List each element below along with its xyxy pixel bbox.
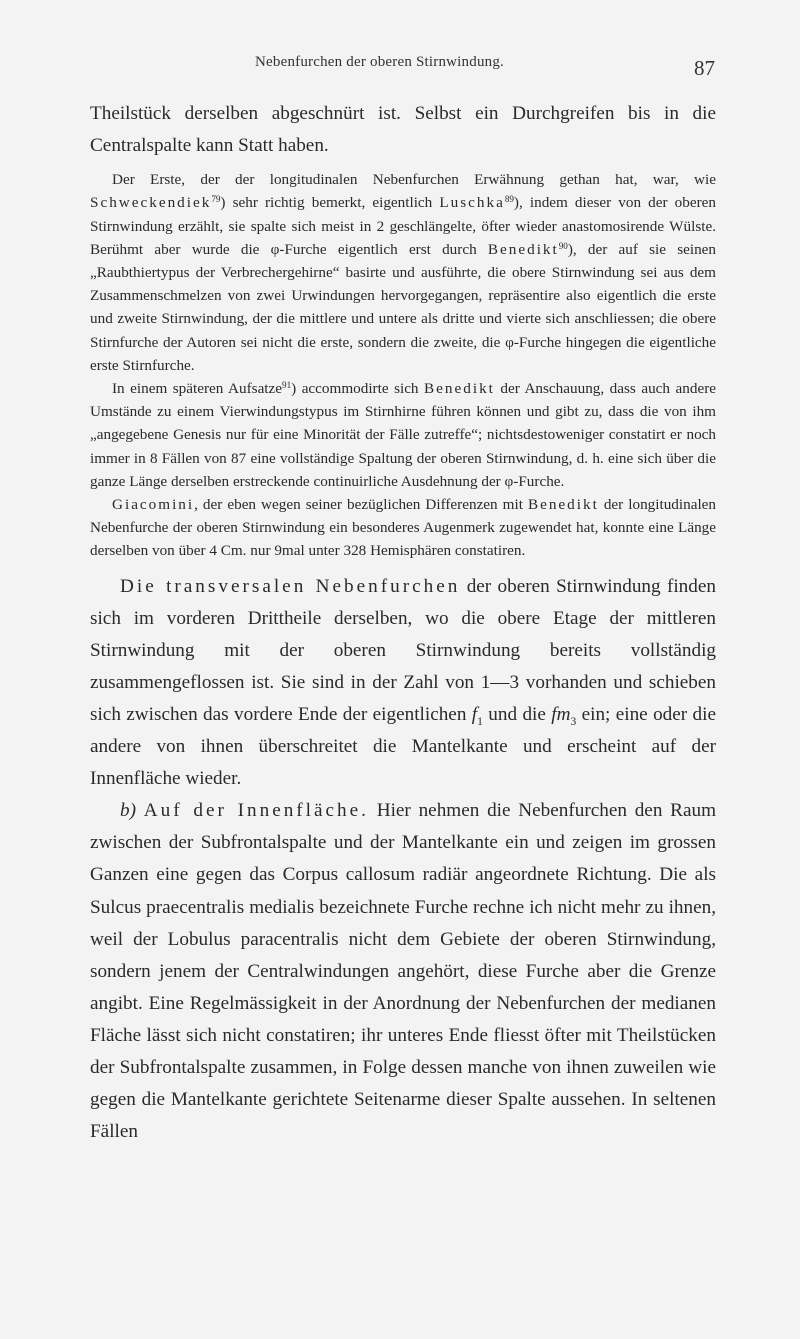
symbol-fm: fm <box>551 704 571 726</box>
paragraph-text: In einem späteren Aufsatze <box>112 380 283 398</box>
footnote-ref: 90 <box>558 240 568 251</box>
footnote-ref: 79 <box>211 194 221 205</box>
author-name: Benedikt <box>487 240 559 258</box>
paragraph-text: ) sehr richtig bemerkt, eigentlich <box>220 194 440 212</box>
paragraph-text: ), der auf sie seinen „Raubthiertypus der Verbrechergehirne“ basirte und ausführte, die obere Stirnwindung sei aus dem Zusammenschmelzen von zwei Urwindungen hervorgegangen, repräsentire also eigentlich die erste und zweite Stirnwindung, der die mittlere und untere als dritte und vierte sich anschliessen; die obere Stirnfurche der Autoren sei nicht die erste, sondern die zweite, die φ-Furche hingegen die eigentliche erste Stirnfurche. <box>90 240 717 374</box>
section-term: Die transversalen Nebenfurchen <box>120 575 461 597</box>
section-label: b) <box>120 800 136 822</box>
symbol-subscript: 3 <box>570 715 577 728</box>
author-name: Luschka <box>439 194 505 212</box>
paragraph-text: , der eben wegen seiner bezüglichen Differenzen mit <box>194 496 528 514</box>
author-name: Benedikt <box>527 496 599 514</box>
paragraph-text: und die <box>482 704 552 726</box>
page-number: 87 <box>694 56 715 80</box>
paragraph-text: ) accommodirte sich <box>291 380 425 398</box>
paragraph-later-essay <box>90 377 716 493</box>
symbol-f: f <box>471 704 478 726</box>
paragraph-text: der longitudinalen Nebenfurche der oberen Stirnwindung ein besonderes Augenmerk zugewendet hat, konnte eine Länge derselben von über 4 Cm. nur 9mal unter 328 Hemisphären constatiren. <box>90 496 716 560</box>
author-name: Benedikt <box>424 380 495 398</box>
author-name: Schweckendiek <box>90 194 212 212</box>
footnote-ref: 91 <box>282 380 292 390</box>
paragraph-history <box>90 168 716 377</box>
paragraph-text: der oberen Stirnwindung finden sich im vorderen Drittheile derselben, wo die obere Etage der mittleren Stirnwindung mit der oberen Stirnwindung bereits vollständig zusammengeflossen ist. Sie sind in der Zahl von 1—3 vorhanden und schieben sich zwischen das vordere Ende der eigentlichen <box>90 575 716 726</box>
paragraph-text: Hier nehmen die Nebenfurchen den Raum zwischen der Subfrontalspalte und der Mantelkante ein und zeigen im grossen Ganzen eine gegen das Corpus callosum radiär angeordnete Richtung. Die als Sulcus praecentralis medialis bezeichnete Furche rechne ich nicht mehr zu ihnen, weil der Lobulus paracentralis nicht dem Gebiete der oberen Stirnwindung, sondern jenem der Centralwindungen angehört, diese Furche aber die Grenze angibt. Eine Regelmässigkeit in der Anordnung der Nebenfurchen der medianen Fläche lässt sich nicht constatiren; ihr unteres Ende fliesst öfter mit Theilstücken der Subfrontalspalte zusammen, in Folge dessen manche von ihnen zuweilen wie gegen die Mantelkante gerichtete Seitenarme dieser Spalte aussehen. In seltenen Fällen <box>90 800 717 1143</box>
paragraph-transversal <box>90 571 716 796</box>
paragraph-inner-surface <box>90 795 716 1148</box>
paragraph-text: ein; eine oder die andere von ihnen überschreitet die Mantelkante und erscheint auf der Innenfläche wieder. <box>90 704 716 790</box>
page-header <box>90 50 715 84</box>
author-name: Giacomini <box>112 496 195 514</box>
paragraph-text: ), indem dieser von der oberen Stirnwindung erzählt, sie spalte sich meist in 2 geschlängelte, öfter wieder anastomosirende Wülste. Berühmt aber wurde die φ-Furche eigentlich erst durch <box>90 194 716 258</box>
paragraph-text: Theilstück derselben abgeschnürt ist. Selbst ein Durchgreifen bis in die Centralspalte kann Statt haben. <box>90 103 716 157</box>
section-heading: Auf der Innenfläche. <box>143 800 369 822</box>
footnote-ref: 89 <box>504 194 514 205</box>
paragraph-text: der Anschauung, dass auch andere Umstände zu einem Vierwindungstypus im Stirnhirne führen können und gibt zu, dass die von ihm „angegebene Genesis nur für eine Minorität der Fälle zutreffe“; nichtsdestoweniger constatirt er noch immer in 8 Fällen von 87 eine vollständige Spaltung der oberen Stirnwindung, d. h. eine sich über die ganze Länge derselben erstreckende continuirliche Ausdehnung der φ-Furche. <box>90 380 716 490</box>
running-title: Nebenfurchen der oberen Stirnwindung. <box>255 54 504 70</box>
paragraph-giacomini <box>90 493 716 563</box>
page-body <box>90 98 716 1148</box>
paragraph-continuation <box>90 98 716 162</box>
symbol-subscript: 1 <box>477 715 483 728</box>
paragraph-text: Der Erste, der der longitudinalen Nebenfurchen Erwähnung gethan hat, war, wie <box>112 171 716 189</box>
